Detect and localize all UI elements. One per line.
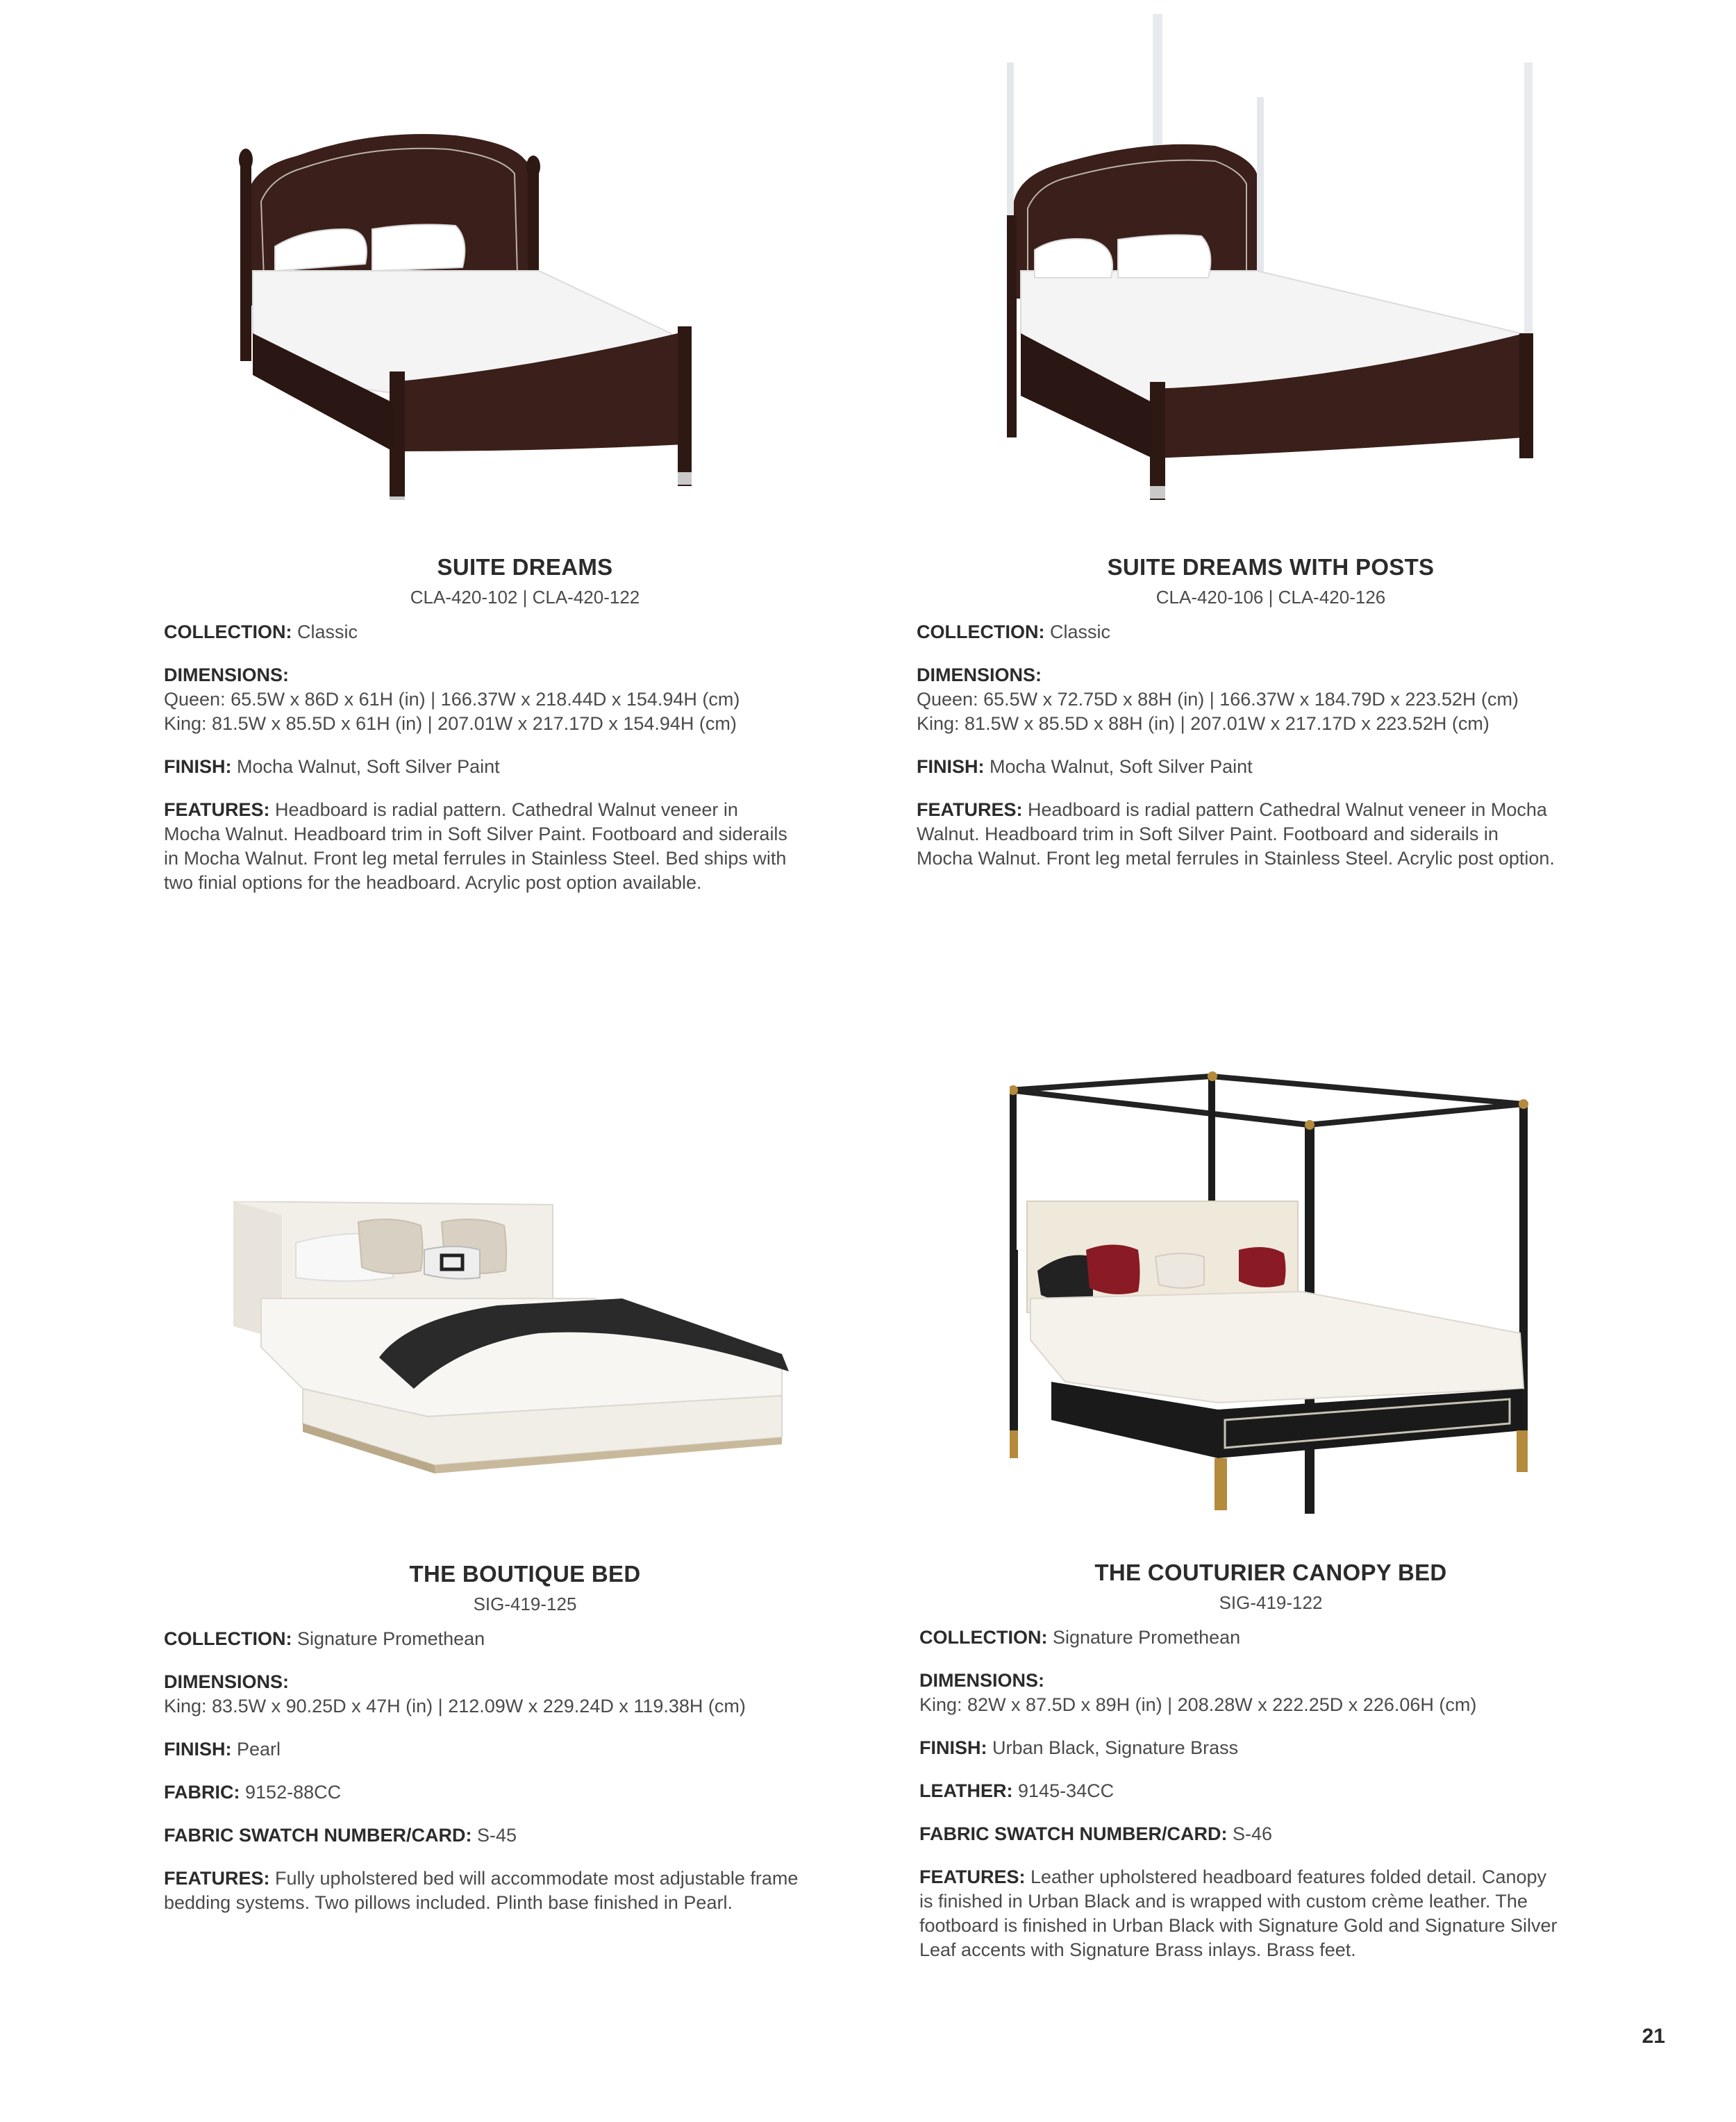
product-title: THE COUTURIER CANOPY BED: [1094, 1560, 1447, 1585]
product-suite-dreams: [164, 0, 886, 903]
spec-dimensions: DIMENSIONS: Queen: 65.5W x 86D x 61H (in) | 166.37W x 218.44D x 154.94H (cm) King: 81.5W x 85.5D x 61H (in) | 207.01W x 217.17D x 154.94H (cm): [164, 665, 740, 734]
spec-features: FEATURES: Headboard is radial pattern. Cathedral Walnut veneer in Mocha Walnut. Headboard trim in Soft Silver Paint. Footboard and siderails in Mocha Walnut. Front leg metal ferrules in Stainless Steel. Bed ships with two finial options for the headboard. Acrylic post option available.: [164, 799, 787, 893]
product-specs: [164, 1627, 886, 1934]
spec-swatch: FABRIC SWATCH NUMBER/CARD: S-45: [164, 1825, 517, 1846]
page-number: 21: [1642, 2025, 1665, 2048]
spec-finish: FINISH: Mocha Walnut, Soft Silver Paint: [917, 756, 1253, 777]
spec-dimensions: DIMENSIONS: King: 83.5W x 90.25D x 47H (in) | 212.09W x 229.24D x 119.38H (cm): [164, 1671, 746, 1716]
product-title: THE BOUTIQUE BED: [409, 1561, 641, 1587]
spec-dimensions: DIMENSIONS: King: 82W x 87.5D x 89H (in) | 208.28W x 222.25D x 226.06H (cm): [919, 1670, 1477, 1715]
suite-dreams-posts-bed-illustration: [1007, 7, 1535, 507]
product-specs: [919, 1626, 1697, 1981]
spec-collection: COLLECTION: Signature Promethean: [919, 1627, 1241, 1648]
suite-dreams-bed-illustration: [233, 125, 796, 500]
spec-features: FEATURES: Headboard is radial pattern Cathedral Walnut veneer in Mocha Walnut. Headboard trim in Soft Silver Paint. Footboard and siderails in Mocha Walnut. Front leg metal ferrules in Stainless Steel. Acrylic post option.: [917, 799, 1555, 869]
spec-collection: COLLECTION: Classic: [917, 621, 1111, 642]
couturier-bed-image: [1010, 1042, 1537, 1514]
product-title: SUITE DREAMS WITH POSTS: [1107, 554, 1435, 580]
product-suite-dreams-with-posts: [917, 0, 1694, 903]
product-boutique-bed: [164, 972, 886, 1944]
product-sku: CLA-420-106 | CLA-420-126: [1155, 587, 1386, 608]
spec-collection: COLLECTION: Classic: [164, 621, 358, 642]
product-title: SUITE DREAMS: [437, 554, 613, 580]
boutique-bed-image: [233, 1201, 789, 1479]
spec-dimensions: DIMENSIONS: Queen: 65.5W x 72.75D x 88H (in) | 166.37W x 184.79D x 223.52H (cm) King: 81.5W x 85.5D x 88H (in) | 207.01W x 217.17D x 223.52H (cm): [917, 665, 1519, 734]
product-sku: SIG-419-122: [1219, 1592, 1323, 1613]
spec-collection: COLLECTION: Signature Promethean: [164, 1628, 485, 1649]
spec-fabric: FABRIC: 9152-88CC: [164, 1782, 342, 1803]
suite-dreams-bed-image: [233, 125, 796, 500]
product-sku: CLA-420-102 | CLA-420-122: [410, 587, 640, 608]
spec-features: FEATURES: Fully upholstered bed will accommodate most adjustable frame bedding systems. Two pillows included. Plinth base finished in Pearl.: [164, 1868, 799, 1913]
product-sku: SIG-419-125: [473, 1594, 577, 1614]
couturier-bed-illustration: [1010, 1042, 1537, 1514]
product-couturier-canopy-bed: [919, 972, 1697, 1960]
spec-finish: FINISH: Pearl: [164, 1739, 281, 1760]
spec-finish: FINISH: Mocha Walnut, Soft Silver Paint: [164, 756, 500, 777]
product-specs: [164, 620, 886, 914]
suite-dreams-posts-bed-image: [1007, 7, 1535, 507]
spec-leather: LEATHER: 9145-34CC: [919, 1780, 1115, 1801]
boutique-bed-illustration: [233, 1201, 789, 1479]
product-specs: [917, 620, 1694, 889]
spec-swatch: FABRIC SWATCH NUMBER/CARD: S-46: [919, 1823, 1273, 1844]
spec-finish: FINISH: Urban Black, Signature Brass: [919, 1737, 1239, 1758]
spec-features: FEATURES: Leather upholstered headboard features folded detail. Canopy is finished in Urban Black and is wrapped with custom crème leather. The footboard is finished in Urban Black with Signature Gold and Signature Silver Leaf accents with Signature Brass inlays. Brass feet.: [919, 1866, 1558, 1960]
